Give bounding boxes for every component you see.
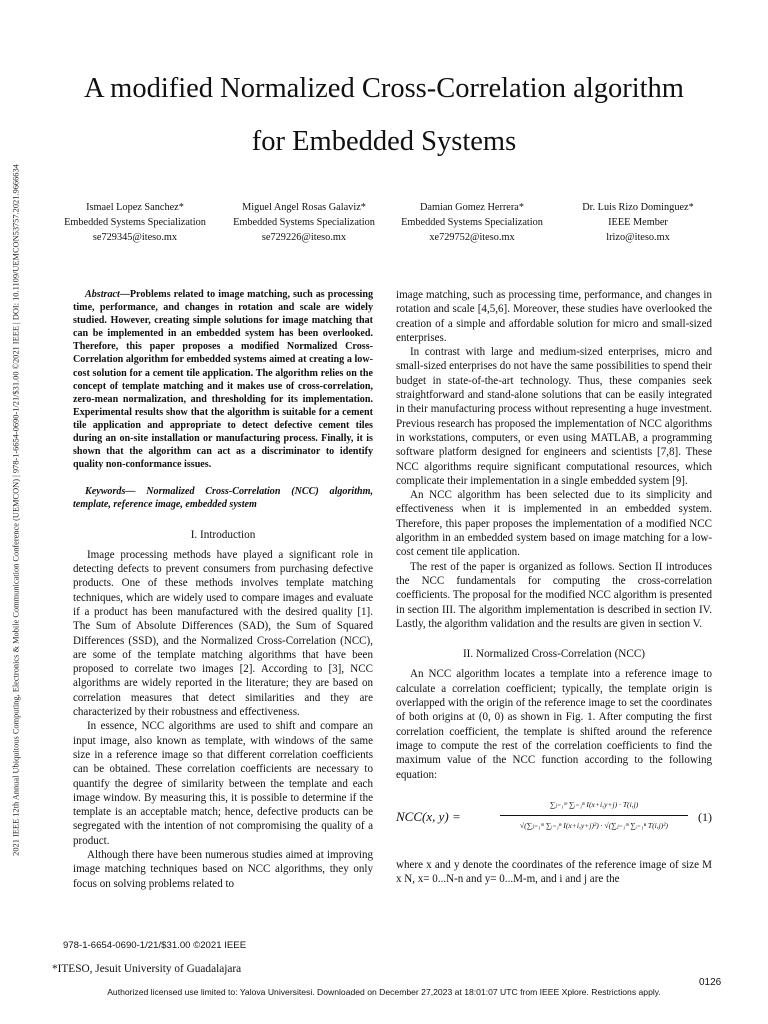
section-2-heading: II. Normalized Cross-Correlation (NCC) <box>462 648 646 661</box>
right-paragraph-3: An NCC algorithm has been selected due to its simplicity and effectiveness when it is implemented in an embedded system. Therefore, this paper proposes the implementation of a modified NCC algorithm in an embedded system based on image matching for a low-cost cement tile application. <box>396 489 712 559</box>
author-name: Damian Gomez Herrera* <box>419 202 525 213</box>
paper-title-line1: A modified Normalized Cross-Correlation algorithm <box>84 73 684 104</box>
abstract-label: Abstract <box>85 289 120 300</box>
keywords: Keywords— Normalized Cross-Correlation (NCC) algorithm, template, reference image, embedded system <box>73 486 373 511</box>
intro-paragraph-2: In essence, NCC algorithms are used to shift and compare an input image, also known as template, with windows of the same size in a reference image so that different correlation coefficients can be obtained. These correlation coefficients are necessary to quantify the degree of similarity between the template and each image window. By measuring this, it is possible to determine if the template is an acceptable match; hence, defective products can be segregated with the intention of not compromising the quality of a product. <box>73 720 373 847</box>
author-name: Miguel Angel Rosas Galaviz* <box>242 202 366 213</box>
right-paragraph-1: image matching, such as processing time, performance, and changes in rotation and scale [4,5,6]. Moreover, these studies have overlooked the creation of a simple and affordable solution for micro and small-sized enterprises. <box>396 289 712 344</box>
equation-fraction <box>500 798 688 834</box>
affiliation-footnote: *ITESO, Jesuit University of Guadalajara <box>52 963 242 975</box>
abstract-text: —Problems related to image matching, such as processing time, performance, and changes in rotation and scale are widely studied. However, creating simple solutions for image matching that can be implemented in an embedded system has been overlooked. Therefore, this paper proposes a modified Normalized Cross-Correlation algorithm for embedded systems aimed at creating a low-cost solution for a cement tile application. The algorithm relies on the concept of template matching and it makes use of cross-correlation, zero-mean normalization, and thresholding for its implementation. Experimental results show that the algorithm is suitable for a cement tile application and appropriate to detect defective cement tiles during an on-site installation or manufacturing process. Finally, it is shown that the algorithm can act as a discriminator to identify quality non-conformance issues. <box>73 289 373 471</box>
intro-paragraph-1: Image processing methods have played a significant role in detecting defects to prevent consumers from purchasing defective products. One of these methods involves template matching techniques, which are widely used to compare images and evaluate if a product has been manufactured with the desired quality [1]. The Sum of Absolute Differences (SAD), the Sum of Squared Differences (SSD), and the Normalized Cross-Correlation (NCC), are some of the template matching algorithms that have been proposed to correlate two images [2]. According to [3], NCC algorithms are widely reported in the literature; they are based on correlation measures that detect similarities and they are characterized by their robustness and effectiveness. <box>73 548 373 719</box>
intro-paragraph-3: Although there have been numerous studies aimed at improving image matching techniques based on NCC algorithms, they only focus on solving problems related to <box>73 849 373 890</box>
author-email: xe729752@iteso.mx <box>429 232 515 243</box>
right-column <box>396 288 712 886</box>
doi-sidebar-text: 2021 IEEE 12th Annual Ubiquitous Computing, Electronics & Mobile Communication Conference (UEMCON) | 978-1-6654-0690-1/21/$31.00 ©2021 IEEE | DOI: 10.1109/UEMCON53757.2021.9666634 <box>11 164 21 856</box>
abstract <box>73 288 373 471</box>
section-2-paragraph-2: where x and y denote the coordinates of the reference image of size M x N, x= 0...N-n and y= 0...M-m, and i and j are the <box>396 858 712 886</box>
isbn-copyright: 978-1-6654-0690-1/21/$31.00 ©2021 IEEE <box>63 940 247 951</box>
author-affiliation: Embedded Systems Specialization <box>233 217 375 228</box>
right-paragraph-4: The rest of the paper is organized as follows. Section II introduces the NCC fundamentals for computing the cross-correlation coefficients. The proposal for the modified NCC algorithm is presented in section III. The algorithm implementation is described in section IV. Lastly, the algorithm validation and the results are given in section V. <box>396 560 712 630</box>
paper-title-line2: for Embedded Systems <box>251 126 517 157</box>
author-affiliation: IEEE Member <box>608 217 668 228</box>
author-name: Ismael Lopez Sanchez* <box>86 202 184 213</box>
page-number: 0126 <box>699 977 722 988</box>
author-email: lrizo@iteso.mx <box>606 232 670 243</box>
author-affiliation: Embedded Systems Specialization <box>401 217 543 228</box>
author-email: se729345@iteso.mx <box>92 232 178 243</box>
author-name: Dr. Luis Rizo Dominguez* <box>582 202 694 213</box>
author-email: se729226@iteso.mx <box>261 232 347 243</box>
ncc-equation <box>396 796 712 850</box>
author-2 <box>220 200 388 245</box>
equation-denominator: √(∑ⱼ₌₁ᵐ ∑ᵢ₌₁ⁿ I(x+i,y+j)²) · √(∑ⱼ₌₁ᵐ ∑ᵢ₌₁ⁿ T(i,j)²) <box>519 821 669 831</box>
author-affiliation: Embedded Systems Specialization <box>64 217 206 228</box>
equation-lhs: NCC(x, y) = <box>396 808 461 824</box>
section-1-heading: I. Introduction <box>190 528 256 541</box>
equation-number: (1) <box>698 809 712 824</box>
author-3 <box>388 200 556 245</box>
license-notice: Authorized licensed use limited to: Yalova Universitesi. Downloaded on December 27,2023 at 18:01:07 UTC from IEEE Xplore. Restrictions apply. <box>107 987 661 997</box>
doi-sidebar <box>6 80 26 940</box>
left-column <box>73 288 373 891</box>
author-1 <box>50 200 220 245</box>
author-4 <box>558 200 718 245</box>
right-paragraph-2: In contrast with large and medium-sized enterprises, micro and small-sized enterprises do not have the same possibilities to spend their budget in state-of-the-art technology. Thus, these companies seek straightforward and stand-alone solutions that can be easily integrated in their manufacturing process without representing a huge investment. Previous research has proposed the implementation of NCC algorithms in workstations, computers, or even using MATLAB, a programming software platform designed for engineers and scientists [7,8]. These NCC algorithms require significant computational resources, which complicate their implementation in a single embedded system [9]. <box>396 346 712 487</box>
section-2-paragraph-1: An NCC algorithm locates a template into a reference image to calculate a correlation coefficient; typically, the template origin is overlapped with the origin of the reference image to set the coordinates of both origins at (0, 0) as shown in Fig. 1. After computing the first correlation coefficient, the template is shifted around the reference image to compute the rest of the correlation coefficients to find the maximum value of the NCC function according to the following equation: <box>396 668 712 781</box>
equation-numerator: ∑ⱼ₌₁ᵐ ∑ᵢ₌₁ⁿ I(x+i,y+j) · T(i,j) <box>500 798 688 816</box>
